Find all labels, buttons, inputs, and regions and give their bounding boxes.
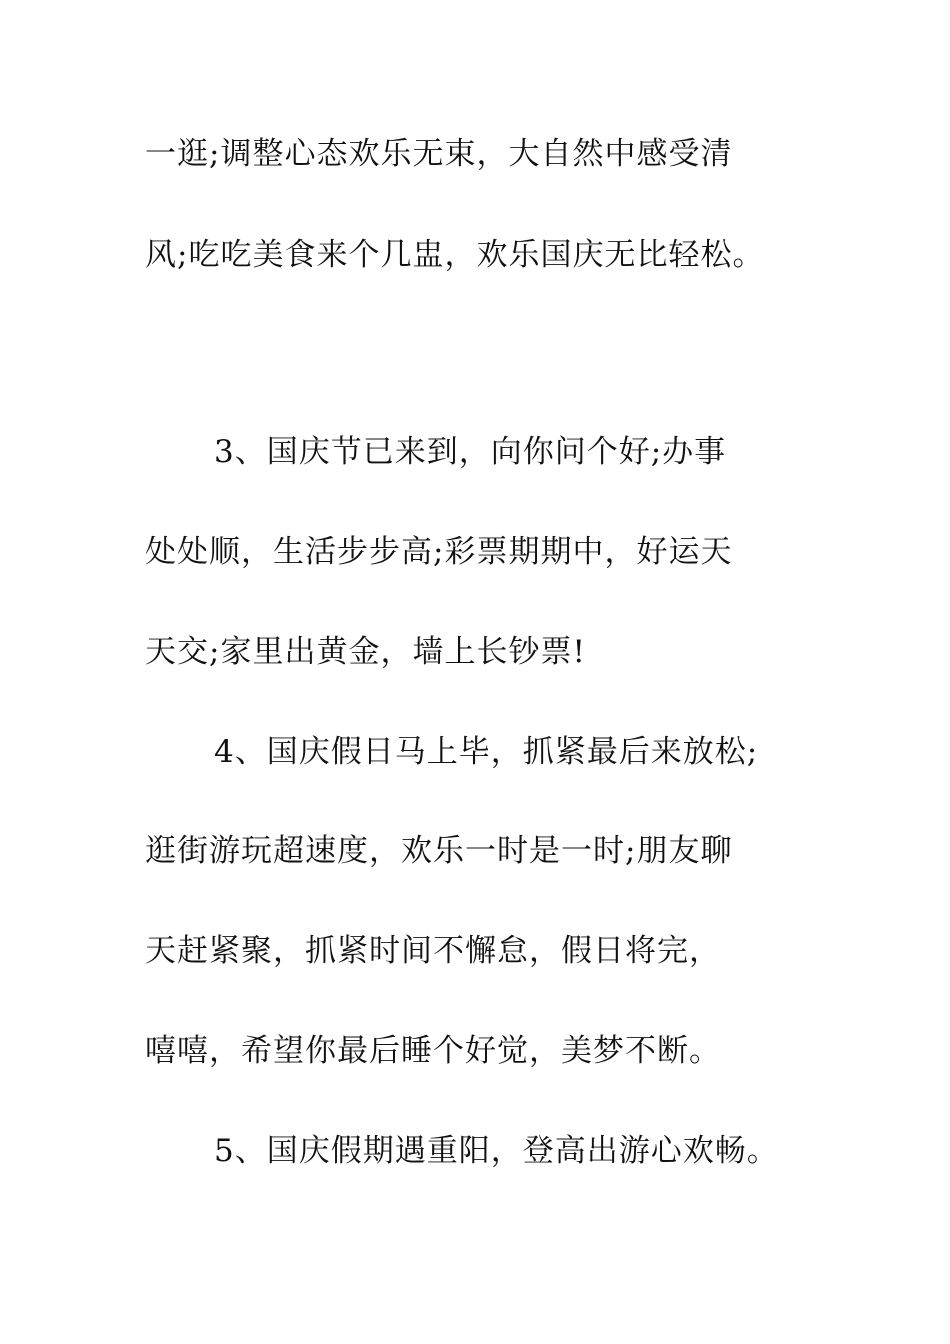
text-line: 风;吃吃美食来个几盅，欢乐国庆无比轻松。 [145, 237, 765, 273]
text-line: 天交;家里出黄金，墙上长钞票! [145, 634, 586, 670]
text-line: 一逛;调整心态欢乐无束，大自然中感受清 [145, 136, 733, 172]
text-line: 天赶紧聚，抓紧时间不懈怠，假日将完， [145, 933, 721, 969]
text-line: 处处顺，生活步步高;彩票期期中，好运天 [145, 534, 733, 570]
text-line: 4、国庆假日马上毕，抓紧最后来放松; [214, 734, 759, 770]
text-line: 5、国庆假期遇重阳，登高出游心欢畅。 [214, 1133, 779, 1169]
text-line: 逛街游玩超速度，欢乐一时是一时;朋友聊 [145, 833, 733, 869]
text-line: 嘻嘻，希望你最后睡个好觉，美梦不断。 [145, 1033, 721, 1069]
text-line: 3、国庆节已来到，向你问个好;办事 [214, 434, 727, 470]
